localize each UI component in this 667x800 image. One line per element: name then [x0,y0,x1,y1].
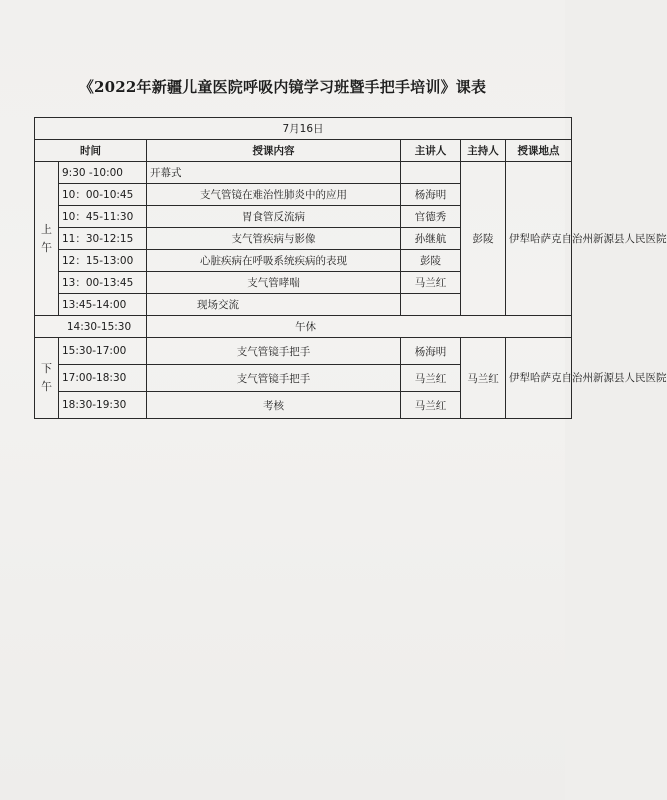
header-time: 时间 [35,140,147,162]
period-char: 午 [41,380,52,393]
schedule-table [34,117,667,419]
lecturer-cell [401,162,461,184]
lecturer-cell: 孙继航 [401,228,461,250]
time-cell: 13:45-14:00 [59,294,147,316]
lecturer-cell: 马兰红 [401,365,461,392]
period-char: 午 [41,240,52,254]
header-lecturer: 主讲人 [401,140,461,162]
content-cell: 胃食管反流病 [147,206,401,228]
time-cell: 12：15-13:00 [59,250,147,272]
lecturer-cell: 官德秀 [401,206,461,228]
break-label: 午休 [147,316,572,338]
table-row [35,162,572,184]
period-char: 下 [41,362,52,375]
time-cell: 11：30-12:15 [59,228,147,250]
time-cell: 18:30-19:30 [59,392,147,419]
content-cell: 考核 [147,392,401,419]
date-row [35,118,572,140]
break-time: 14:30-15:30 [35,316,147,338]
header-location: 授课地点 [506,140,572,162]
time-cell: 10：45-11:30 [59,206,147,228]
header-content: 授课内容 [147,140,401,162]
lecturer-cell [401,294,461,316]
header-host: 主持人 [461,140,506,162]
time-cell: 17:00-18:30 [59,365,147,392]
lecturer-cell: 杨海明 [401,184,461,206]
time-cell: 10：00-10:45 [59,184,147,206]
break-row [35,316,572,338]
time-cell: 13：00-13:45 [59,272,147,294]
period-morning [35,162,59,316]
content-cell: 开幕式 [147,162,401,184]
content-cell: 支气管哮喘 [147,272,401,294]
content-cell: 支气管疾病与影像 [147,228,401,250]
content-cell: 支气管镜手把手 [147,338,401,365]
time-cell: 9:30 -10:00 [59,162,147,184]
period-afternoon [35,338,59,419]
document-title: 《2022年新疆儿童医院呼吸内镜学习班暨手把手培训》课表 [78,78,487,96]
table-row [35,338,572,365]
header-row [35,140,572,162]
location-afternoon: 伊犁哈萨克自治州新源县人民医院 [506,338,572,419]
time-cell: 15:30-17:00 [59,338,147,365]
content-cell: 支气管镜在难治性肺炎中的应用 [147,184,401,206]
content-cell: 支气管镜手把手 [147,365,401,392]
lecturer-cell: 马兰红 [401,392,461,419]
lecturer-cell: 彭陵 [401,250,461,272]
content-cell: 现场交流 [147,294,401,316]
location-morning: 伊犁哈萨克自治州新源县人民医院 [506,162,572,316]
lecturer-cell: 杨海明 [401,338,461,365]
period-char: 上 [41,222,52,236]
content-cell: 心脏疾病在呼吸系统疾病的表现 [147,250,401,272]
date-cell: 7月16日 [35,118,572,140]
lecturer-cell: 马兰红 [401,272,461,294]
host-afternoon: 马兰红 [461,338,506,419]
host-morning: 彭陵 [461,162,506,316]
